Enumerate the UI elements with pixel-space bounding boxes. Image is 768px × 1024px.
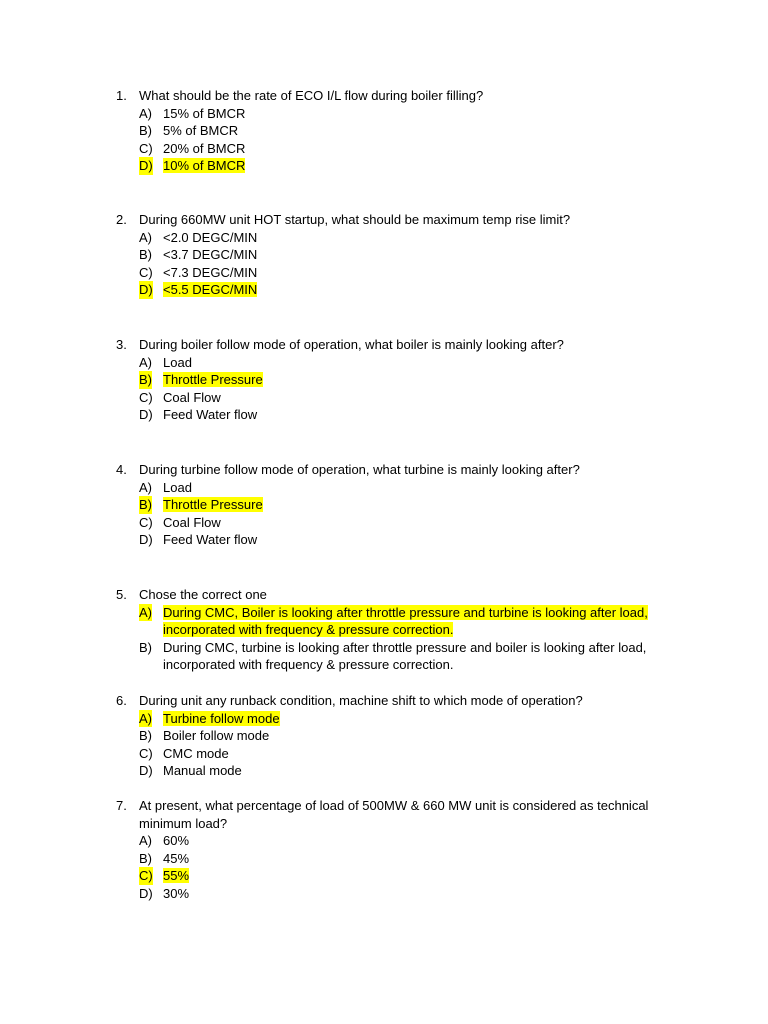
option-text: 20% of BMCR	[163, 140, 246, 156]
answer-option	[116, 354, 676, 372]
answer-options	[116, 105, 676, 175]
option-text: Load	[163, 479, 192, 495]
answer-option	[116, 762, 676, 780]
answer-option	[116, 604, 676, 639]
answer-option	[116, 710, 676, 728]
option-letter: C)	[139, 514, 153, 530]
option-letter: C)	[139, 389, 153, 405]
option-letter: A)	[139, 354, 152, 370]
option-letter: B)	[139, 372, 152, 388]
correct-answer-text: During CMC, Boiler is looking after throttle pressure and turbine is looking after load, incorporated with frequency & pressure correction.	[163, 604, 648, 638]
option-letter: C)	[139, 868, 153, 884]
answer-option	[116, 122, 676, 140]
answer-option	[116, 479, 676, 497]
option-letter: D)	[139, 885, 153, 901]
option-letter: A)	[139, 229, 152, 245]
question-text-line	[116, 586, 676, 604]
option-text: Load	[163, 354, 192, 370]
option-text: During CMC, turbine is looking after throttle pressure and boiler is looking after load, incorporated with frequency & pressure correction.	[163, 639, 647, 673]
question-4	[116, 461, 676, 549]
answer-option	[116, 105, 676, 123]
option-letter: A)	[139, 604, 152, 620]
answer-option	[116, 727, 676, 745]
question-text-line	[116, 797, 676, 832]
option-letter: D)	[139, 158, 153, 174]
option-text: Coal Flow	[163, 389, 221, 405]
answer-option	[116, 867, 676, 885]
answer-options	[116, 832, 676, 902]
question-text: During turbine follow mode of operation, what turbine is mainly looking after?	[139, 462, 580, 477]
answer-option	[116, 406, 676, 424]
option-letter: C)	[139, 745, 153, 761]
answer-option	[116, 496, 676, 514]
option-letter: B)	[139, 728, 152, 744]
option-text: <7.3 DEGC/MIN	[163, 264, 258, 280]
option-letter: B)	[139, 497, 152, 513]
option-text: CMC mode	[163, 745, 229, 761]
option-text: Manual mode	[163, 763, 242, 779]
option-letter: B)	[139, 639, 152, 655]
answer-option	[116, 246, 676, 264]
answer-option	[116, 371, 676, 389]
option-text: Coal Flow	[163, 514, 221, 530]
option-letter: D)	[139, 532, 153, 548]
question-text-line	[116, 211, 676, 229]
option-text: 5% of BMCR	[163, 123, 239, 139]
answer-option	[116, 264, 676, 282]
question-text: During boiler follow mode of operation, what boiler is mainly looking after?	[139, 337, 564, 352]
answer-options	[116, 354, 676, 424]
answer-options	[116, 604, 676, 674]
option-text: 45%	[163, 850, 190, 866]
question-1	[116, 87, 676, 175]
option-text: Feed Water flow	[163, 407, 258, 423]
answer-option	[116, 157, 676, 175]
question-7	[116, 797, 676, 903]
answer-option	[116, 229, 676, 247]
question-text-line	[116, 461, 676, 479]
question-text: What should be the rate of ECO I/L flow during boiler filling?	[139, 88, 484, 103]
question-number: 5.	[116, 587, 127, 602]
question-text: At present, what percentage of load of 500MW & 660 MW unit is considered as technical minimum load?	[139, 798, 649, 831]
answer-option	[116, 140, 676, 158]
answer-option	[116, 885, 676, 903]
option-letter: A)	[139, 710, 152, 726]
answer-option	[116, 850, 676, 868]
correct-answer-text: 10% of BMCR	[163, 158, 246, 174]
option-letter: B)	[139, 247, 152, 263]
option-letter: C)	[139, 264, 153, 280]
correct-answer-text: 55%	[163, 868, 190, 884]
question-number: 6.	[116, 693, 127, 708]
question-number: 2.	[116, 212, 127, 227]
question-number: 7.	[116, 798, 127, 813]
option-letter: D)	[139, 407, 153, 423]
option-text: <2.0 DEGC/MIN	[163, 229, 258, 245]
option-text: Feed Water flow	[163, 532, 258, 548]
answer-option	[116, 832, 676, 850]
answer-option	[116, 639, 676, 674]
option-letter: B)	[139, 123, 152, 139]
answer-options	[116, 229, 676, 299]
option-text: 30%	[163, 885, 190, 901]
question-5	[116, 586, 676, 674]
question-text-line	[116, 87, 676, 105]
question-number: 3.	[116, 337, 127, 352]
question-number: 1.	[116, 88, 127, 103]
answer-option	[116, 745, 676, 763]
option-letter: C)	[139, 140, 153, 156]
answer-option	[116, 514, 676, 532]
option-letter: A)	[139, 105, 152, 121]
question-text-line	[116, 692, 676, 710]
question-text: During 660MW unit HOT startup, what should be maximum temp rise limit?	[139, 212, 571, 227]
correct-answer-text: Throttle Pressure	[163, 497, 263, 513]
correct-answer-text: Throttle Pressure	[163, 372, 263, 388]
answer-option	[116, 281, 676, 299]
answer-option	[116, 531, 676, 549]
option-letter: A)	[139, 479, 152, 495]
question-3	[116, 336, 676, 424]
question-text-line	[116, 336, 676, 354]
question-text: During unit any runback condition, machine shift to which mode of operation?	[139, 693, 583, 708]
option-letter: B)	[139, 850, 152, 866]
correct-answer-text: <5.5 DEGC/MIN	[163, 282, 258, 298]
option-text: Boiler follow mode	[163, 728, 270, 744]
question-6	[116, 692, 676, 780]
option-text: 15% of BMCR	[163, 105, 246, 121]
question-number: 4.	[116, 462, 127, 477]
option-text: 60%	[163, 833, 190, 849]
question-2	[116, 211, 676, 299]
option-text: <3.7 DEGC/MIN	[163, 247, 258, 263]
answer-option	[116, 389, 676, 407]
answer-options	[116, 479, 676, 549]
option-letter: D)	[139, 763, 153, 779]
option-letter: A)	[139, 833, 152, 849]
option-letter: D)	[139, 282, 153, 298]
correct-answer-text: Turbine follow mode	[163, 710, 280, 726]
answer-options	[116, 710, 676, 780]
question-text: Chose the correct one	[139, 587, 267, 602]
